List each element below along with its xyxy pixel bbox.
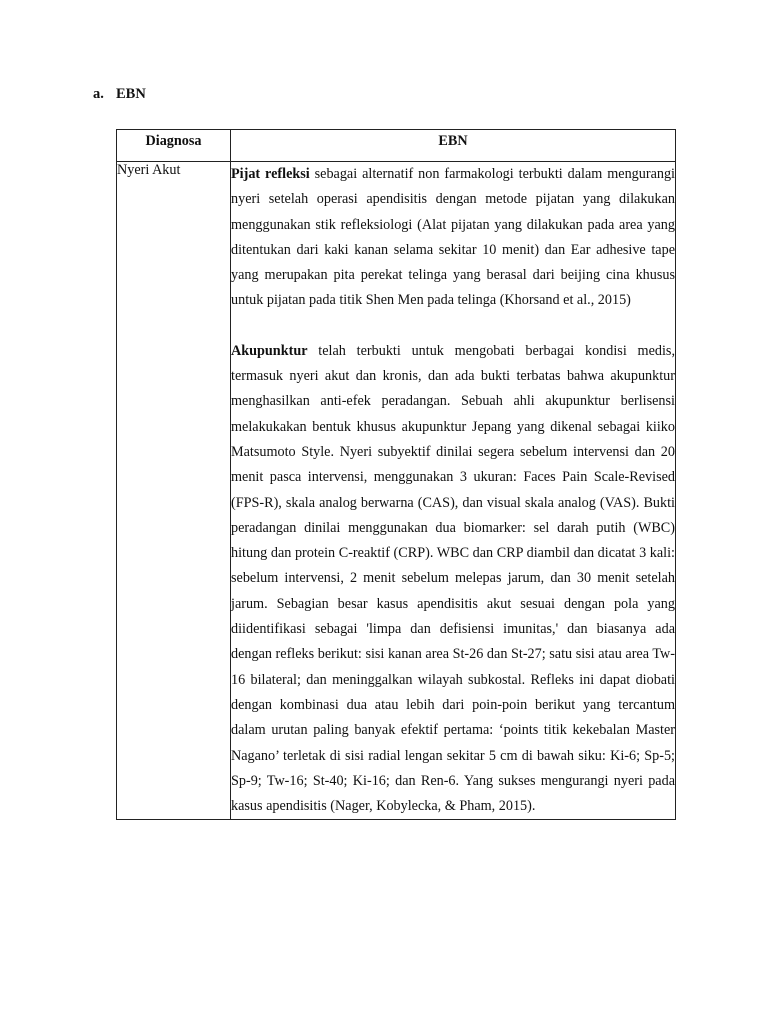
- ebn-paragraph-text: telah terbukti untuk mengobati berbagai kondisi medis, termasuk nyeri akut dan kronis, dan ada bukti terbatas bahwa akupunktur menghasilkan anti-efek peradangan. Sebuah ahli akupunktur berlisensi melakukakan bentuk khusus akupunktur Jepang yang dikenal sebagai kiiko Matsumoto Style. Nyeri subyektif dinilai segera sebelum intervensi dan 20 menit pasca intervensi, menggunakan 3 ukuran: Faces Pain Scale-Revised (FPS-R), skala analog berwarna (CAS), dan visual skala analog (VAS). Bukti peradangan dinilai menggunakan dua biomarker: sel darah putih (WBC) hitung dan protein C-reaktif (CRP). WBC dan CRP diambil dan dicatat 3 kali: sebelum intervensi, 2 menit sebelum melepas jarum, dan 30 menit setelah jarum. Sebagian besar kasus apendisitis akut sesuai dengan pola yang diidentifikasi sebagai 'limpa dan defisiensi imunitas,' dan biasanya ada dengan refleks berikut: sisi kanan area St-26 dan St-27; satu sisi atau area Tw-16 bilateral; dan meninggalkan wilayah subkostal. Refleks ini dapat diobati dengan kombinasi dua atau lebih dari poin-poin berikut yang tercantum dalam urutan paling banyak efektif pertama: ‘points titik kekebalan Master Nagano’ terletak di sisi radial lengan sekitar 5 cm di bawah siku: Ki-6; Sp-5; Sp-9; Tw-16; St-40; Ki-16; dan Ren-6. Yang sukses mengurangi nyeri pada kasus apendisitis (Nager, Kobylecka, & Pham, 2015).: [231, 342, 675, 815]
- section-heading: [93, 86, 146, 103]
- ebn-paragraph-lead: Akupunktur: [231, 342, 308, 359]
- ebn-paragraph-lead: Pijat refleksi: [231, 166, 310, 182]
- table-row: [117, 162, 676, 820]
- ebn-paragraph-pijat-refleksi: [231, 162, 675, 314]
- ebn-paragraph-akupunktur: [231, 339, 675, 820]
- section-title: EBN: [116, 86, 146, 102]
- table-header-row: [117, 130, 676, 162]
- ebn-table: [116, 129, 676, 820]
- diagnosa-cell: Nyeri Akut: [117, 162, 231, 820]
- header-ebn: EBN: [231, 130, 676, 162]
- section-marker: a.: [93, 86, 104, 102]
- header-diagnosa: Diagnosa: [117, 130, 231, 162]
- ebn-paragraph-text: sebagai alternatif non farmakologi terbukti dalam mengurangi nyeri setelah operasi apendisitis dengan metode pijatan yang dilakukan menggunakan stik refleksiologi (Alat pijatan yang dilakukan pada area yang ditentukan dari kaki kanan selama sekitar 10 menit) dan Ear adhesive tape yang merupakan pita perekat telinga yang berasal dari beijing cina khusus untuk pijatan pada titik Shen Men pada telinga (Khorsand et al., 2015): [231, 166, 675, 309]
- ebn-cell: [231, 162, 676, 820]
